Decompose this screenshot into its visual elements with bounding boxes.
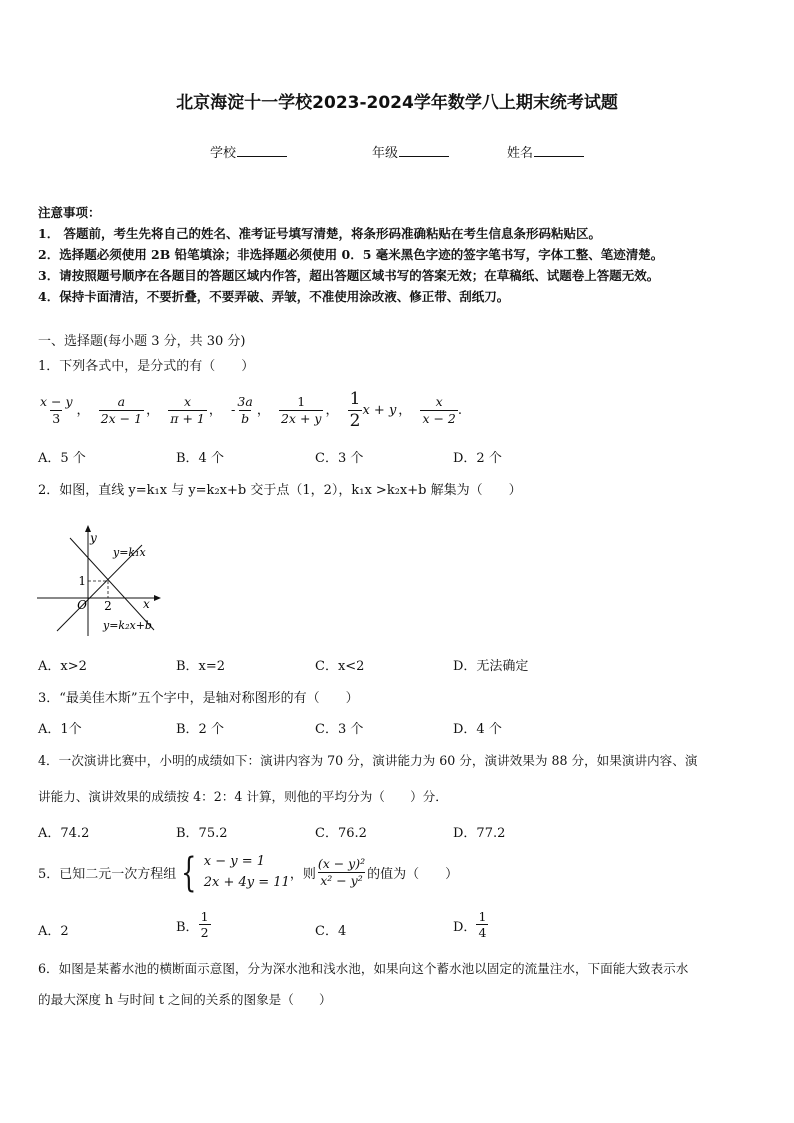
q1-option-a[interactable]: A．5 个 bbox=[38, 451, 86, 466]
q4-option-d[interactable]: D．77.2 bbox=[453, 826, 506, 841]
q5-option-b[interactable] bbox=[176, 910, 211, 941]
section-heading: 一、选择题(每小题 3 分，共 30 分) bbox=[38, 334, 246, 349]
q5-option-b-label: B． bbox=[176, 919, 199, 935]
q4-line-2: 讲能力、演讲效果的成绩按 4：2：4 计算，则他的平均分为（ ）分． bbox=[38, 789, 448, 804]
q1-option-b[interactable]: B．4 个 bbox=[176, 451, 224, 466]
name-label: 姓名 bbox=[507, 146, 534, 161]
line1-label: y=k₁x bbox=[113, 546, 146, 559]
q5-stem bbox=[38, 849, 459, 896]
x-axis-label: x bbox=[143, 597, 150, 611]
q1-period: . bbox=[457, 403, 463, 419]
q1-frac-4: $\frac{3a}{b}$ bbox=[237, 394, 253, 426]
y-tick-label: 1 bbox=[78, 574, 86, 588]
q1-option-d[interactable]: D．2 个 bbox=[453, 451, 502, 466]
q1-frac-7: $\frac{x}{x - 2}$ bbox=[422, 394, 456, 426]
q6-line-2: 的最大深度 h 与时间 t 之间的关系的图象是（ ） bbox=[38, 992, 332, 1007]
name-field bbox=[507, 142, 584, 161]
q1-frac-6-tail: x + y bbox=[362, 403, 397, 419]
q2-option-c[interactable]: C．x<2 bbox=[315, 659, 365, 674]
notice-item-3: 3．请按照题号顺序在各题目的答题区域内作答，超出答题区域书写的答案无效；在草稿纸、试题卷上答题无效。 bbox=[38, 268, 660, 283]
q5-option-a[interactable]: A．2 bbox=[38, 924, 69, 939]
grade-label: 年级 bbox=[372, 146, 399, 161]
q4-option-c[interactable]: C．76.2 bbox=[315, 826, 367, 841]
q5-left-brace: { bbox=[181, 849, 197, 896]
x-axis-arrow bbox=[154, 595, 161, 601]
q3-option-b[interactable]: B．2 个 bbox=[176, 722, 224, 737]
q1-frac-5: $\frac{1}{2x + y}$ bbox=[280, 394, 322, 426]
q1-frac-6: $\frac{1}{2}$ bbox=[349, 389, 361, 431]
q6-line-1: 6．如图是某蓄水池的横断面示意图，分为深水池和浅水池，如果向这个蓄水池以固定的流量注水，下面能大致表示水 bbox=[38, 961, 689, 976]
school-field bbox=[210, 142, 287, 161]
q5-suffix: 的值为（ ） bbox=[367, 867, 459, 883]
q5-option-d-label: D． bbox=[453, 919, 477, 935]
q1-stem: 1．下列各式中，是分式的有（ ） bbox=[38, 359, 255, 374]
grade-field bbox=[372, 142, 449, 161]
school-label: 学校 bbox=[210, 146, 237, 161]
q2-option-b[interactable]: B．x=2 bbox=[176, 659, 226, 674]
q1-option-c[interactable]: C．3 个 bbox=[315, 451, 364, 466]
q4-line-1: 4．一次演讲比赛中，小明的成绩如下：演讲内容为 70 分，演讲能力为 60 分，演讲效果为 88 分，如果演讲内容、演 bbox=[38, 753, 698, 768]
q5-prefix: 5．已知二元一次方程组 bbox=[38, 867, 177, 883]
q3-option-c[interactable]: C．3 个 bbox=[315, 722, 364, 737]
q4-option-b[interactable]: B．75.2 bbox=[176, 826, 228, 841]
q5-mid-text: ，则 bbox=[289, 867, 316, 883]
q1-frac-1: $\frac{x - y}{3}$ bbox=[40, 394, 73, 426]
q5-equation-2: 2x + 4y = 11 bbox=[203, 874, 290, 890]
line2-label: y=k₂x+b bbox=[103, 619, 152, 632]
notice-heading: 注意事项： bbox=[38, 205, 101, 220]
q3-option-d[interactable]: D．4 个 bbox=[453, 722, 502, 737]
name-blank[interactable] bbox=[534, 144, 584, 157]
origin-label: O bbox=[77, 598, 87, 612]
q5-option-d-fraction: $\frac{1}{4}$ bbox=[478, 909, 487, 941]
x-tick-label: 2 bbox=[104, 599, 112, 613]
q1-frac-2: $\frac{a}{2x - 1}$ bbox=[100, 394, 143, 426]
q3-option-a[interactable]: A．1个 bbox=[38, 722, 82, 737]
y-axis-label: y bbox=[90, 531, 97, 545]
q5-equation-1: x − y = 1 bbox=[203, 854, 265, 869]
q1-expressions: $\frac{x - y}{3}$ ， $\frac{a}{2x - 1}$ ， $\frac{x}{\pi + 1}$ ， - $\frac{3a}{b}$ ， $\frac{1}{2x + y}$ ， $\frac{1}{2}$ x + y ， $\frac{x}{x - 2}$ . bbox=[40, 389, 463, 431]
q5-option-c[interactable]: C．4 bbox=[315, 924, 347, 939]
school-blank[interactable] bbox=[237, 144, 287, 157]
q2-option-d[interactable]: D．无法确定 bbox=[453, 659, 529, 674]
page-title: 北京海淀十一学校2023-2024学年数学八上期末统考试题 bbox=[176, 93, 618, 113]
q5-equation-system bbox=[176, 849, 290, 896]
q4-option-a[interactable]: A．74.2 bbox=[38, 826, 90, 841]
q5-expression-fraction: $\frac{\text{(x − y)²}}{\text{x² − y²}}$ bbox=[317, 856, 366, 888]
q2-option-a[interactable]: A．x>2 bbox=[38, 659, 87, 674]
q2-graph bbox=[35, 520, 165, 640]
notice-item-2: 2．选择题必须使用 2B 铅笔填涂；非选择题必须使用 0．5 毫米黑色字迹的签字笔书写，字体工整、笔迹清楚。 bbox=[38, 247, 664, 262]
q5-option-b-fraction: $\frac{1}{2}$ bbox=[200, 909, 209, 941]
notice-item-4: 4．保持卡面清洁，不要折叠，不要弄破、弄皱，不准使用涂改液、修正带、刮纸刀。 bbox=[38, 289, 510, 304]
q1-frac-3: $\frac{x}{\pi + 1}$ bbox=[170, 394, 205, 426]
notice-item-1: 1． 答题前，考生先将自己的姓名、准考证号填写清楚，将条形码准确粘贴在考生信息条形码粘贴区。 bbox=[38, 226, 602, 241]
q2-stem: 2．如图，直线 y=k₁x 与 y=k₂x+b 交于点（1，2），k₁x >k₂x+b 解集为（ ） bbox=[38, 483, 522, 498]
q5-option-d[interactable] bbox=[453, 910, 488, 941]
q1-minus-sign: - bbox=[231, 403, 236, 419]
q3-stem: 3．“最美佳木斯”五个字中，是轴对称图形的有（ ） bbox=[38, 691, 359, 706]
grade-blank[interactable] bbox=[399, 144, 449, 157]
